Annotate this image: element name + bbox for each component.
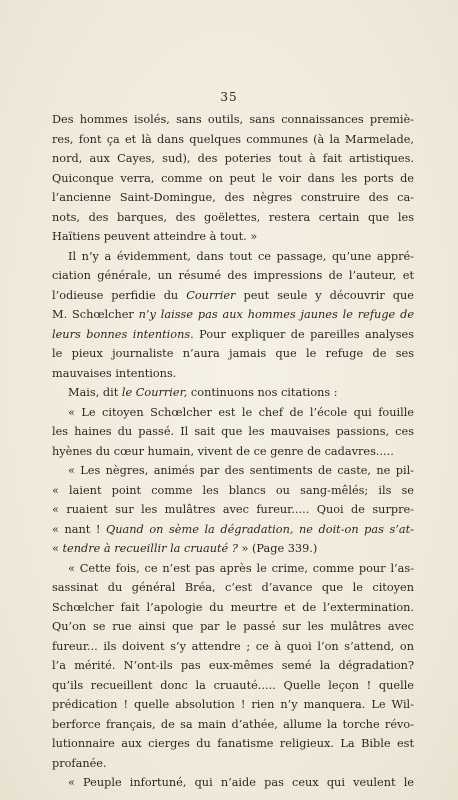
italic-text: n’y laisse pas aux hommes jaunes le refuge de <box>138 308 414 321</box>
text-line: prédication ! quelle absolution ! rien n’y manquera. Le Wil- <box>52 698 414 711</box>
text-line: res, font ça et là dans quelques communes (à la Marmelade, <box>52 132 414 146</box>
text-line: Quiconque verra, comme on peut le voir dans les ports de <box>52 171 414 185</box>
text-line: qu’ils recueillent donc la cruauté..... Quelle leçon ! quelle <box>52 678 414 692</box>
text-line: ciation générale, un résumé des impressions de l’auteur, et <box>52 269 414 282</box>
text-line: sassinat du général Bréa, c’est d’avance que le citoyen <box>52 581 414 594</box>
text-line: Il n’y a évidemment, dans tout ce passage, qu’une appré- <box>68 249 414 263</box>
text-line: « Le citoyen Schœlcher est le chef de l’école qui fouille <box>68 405 414 419</box>
text-line: « tendre à recueillir la cruauté ? » (Page 339.) <box>52 542 318 555</box>
text-line: leurs bonnes intentions. Pour expliquer de pareilles analyses <box>52 327 414 341</box>
text-line: lutionnaire aux cierges du fanatisme religieux. La Bible est <box>52 737 414 750</box>
text-line: « ruaient sur les mulâtres avec fureur..... Quoi de surpre- <box>52 503 414 516</box>
text-line: Haïtiens peuvent atteindre à tout. » <box>52 230 258 243</box>
italic-text: Courrier <box>186 288 236 302</box>
page-number: 35 <box>220 90 238 104</box>
text-line: le pieux journaliste n’aura jamais que le refuge de ses <box>52 347 414 360</box>
text-line: « Cette fois, ce n’est pas après le crime, comme pour l’as- <box>68 561 414 575</box>
text-line: profanée. <box>52 756 107 770</box>
italic-text: tendre à recueillir la cruauté ? <box>62 542 238 555</box>
text-line: « Les nègres, animés par des sentiments de caste, ne pil- <box>68 464 414 477</box>
text-line: « Peuple infortuné, qui n’aide pas ceux qui veulent le <box>68 776 414 789</box>
text-line: « laient point comme les blancs ou sang-mêlés; ils se <box>52 483 414 497</box>
text-line: nots, des barques, des goëlettes, restera certain que les <box>52 210 414 224</box>
italic-text: leurs bonnes intentions. <box>52 327 194 341</box>
text-line: Qu’on se rue ainsi que par le passé sur les mulâtres avec <box>52 620 414 633</box>
text-line: Mais, dit le Courrier, continuons nos citations : <box>68 386 338 399</box>
text-line: Schœlcher fait l’apologie du meurtre et de l’extermination. <box>52 600 414 614</box>
text-line: mauvaises intentions. <box>52 366 177 380</box>
text-line: « nant ! Quand on sème la dégradation, ne doit-on pas s’at- <box>52 522 414 536</box>
text-line: fureur... ils doivent s’y attendre ; ce à quoi l’on s’attend, on <box>52 639 414 653</box>
body-text <box>52 110 414 793</box>
text-line: les haines du passé. Il sait que les mauvaises passions, ces <box>52 425 414 438</box>
italic-text: le Courrier, <box>121 386 188 399</box>
text-line: nord, aux Cayes, sud), des poteries tout à fait artistiques. <box>52 152 414 165</box>
text-line: l’a mérité. N’ont-ils pas eux-mêmes semé la dégradation? <box>52 659 414 672</box>
text-line: l’odieuse perfidie du Courrier peut seule y découvrir que <box>52 288 414 302</box>
text-line: M. Schœlcher n’y laisse pas aux hommes jaunes le refuge de <box>52 308 414 321</box>
text-line: Des hommes isolés, sans outils, sans connaissances premiè- <box>52 113 414 126</box>
text-line: hyènes du cœur humain, vivent de ce genre de cadavres..... <box>52 444 394 458</box>
italic-text: Quand on sème la dégradation, ne doit-on pas s’at- <box>106 522 414 536</box>
text-line: berforce français, de sa main d’athée, allume la torche révo- <box>52 717 414 731</box>
text-line: l’ancienne Saint-Domingue, des nègres construire des ca- <box>52 191 414 204</box>
